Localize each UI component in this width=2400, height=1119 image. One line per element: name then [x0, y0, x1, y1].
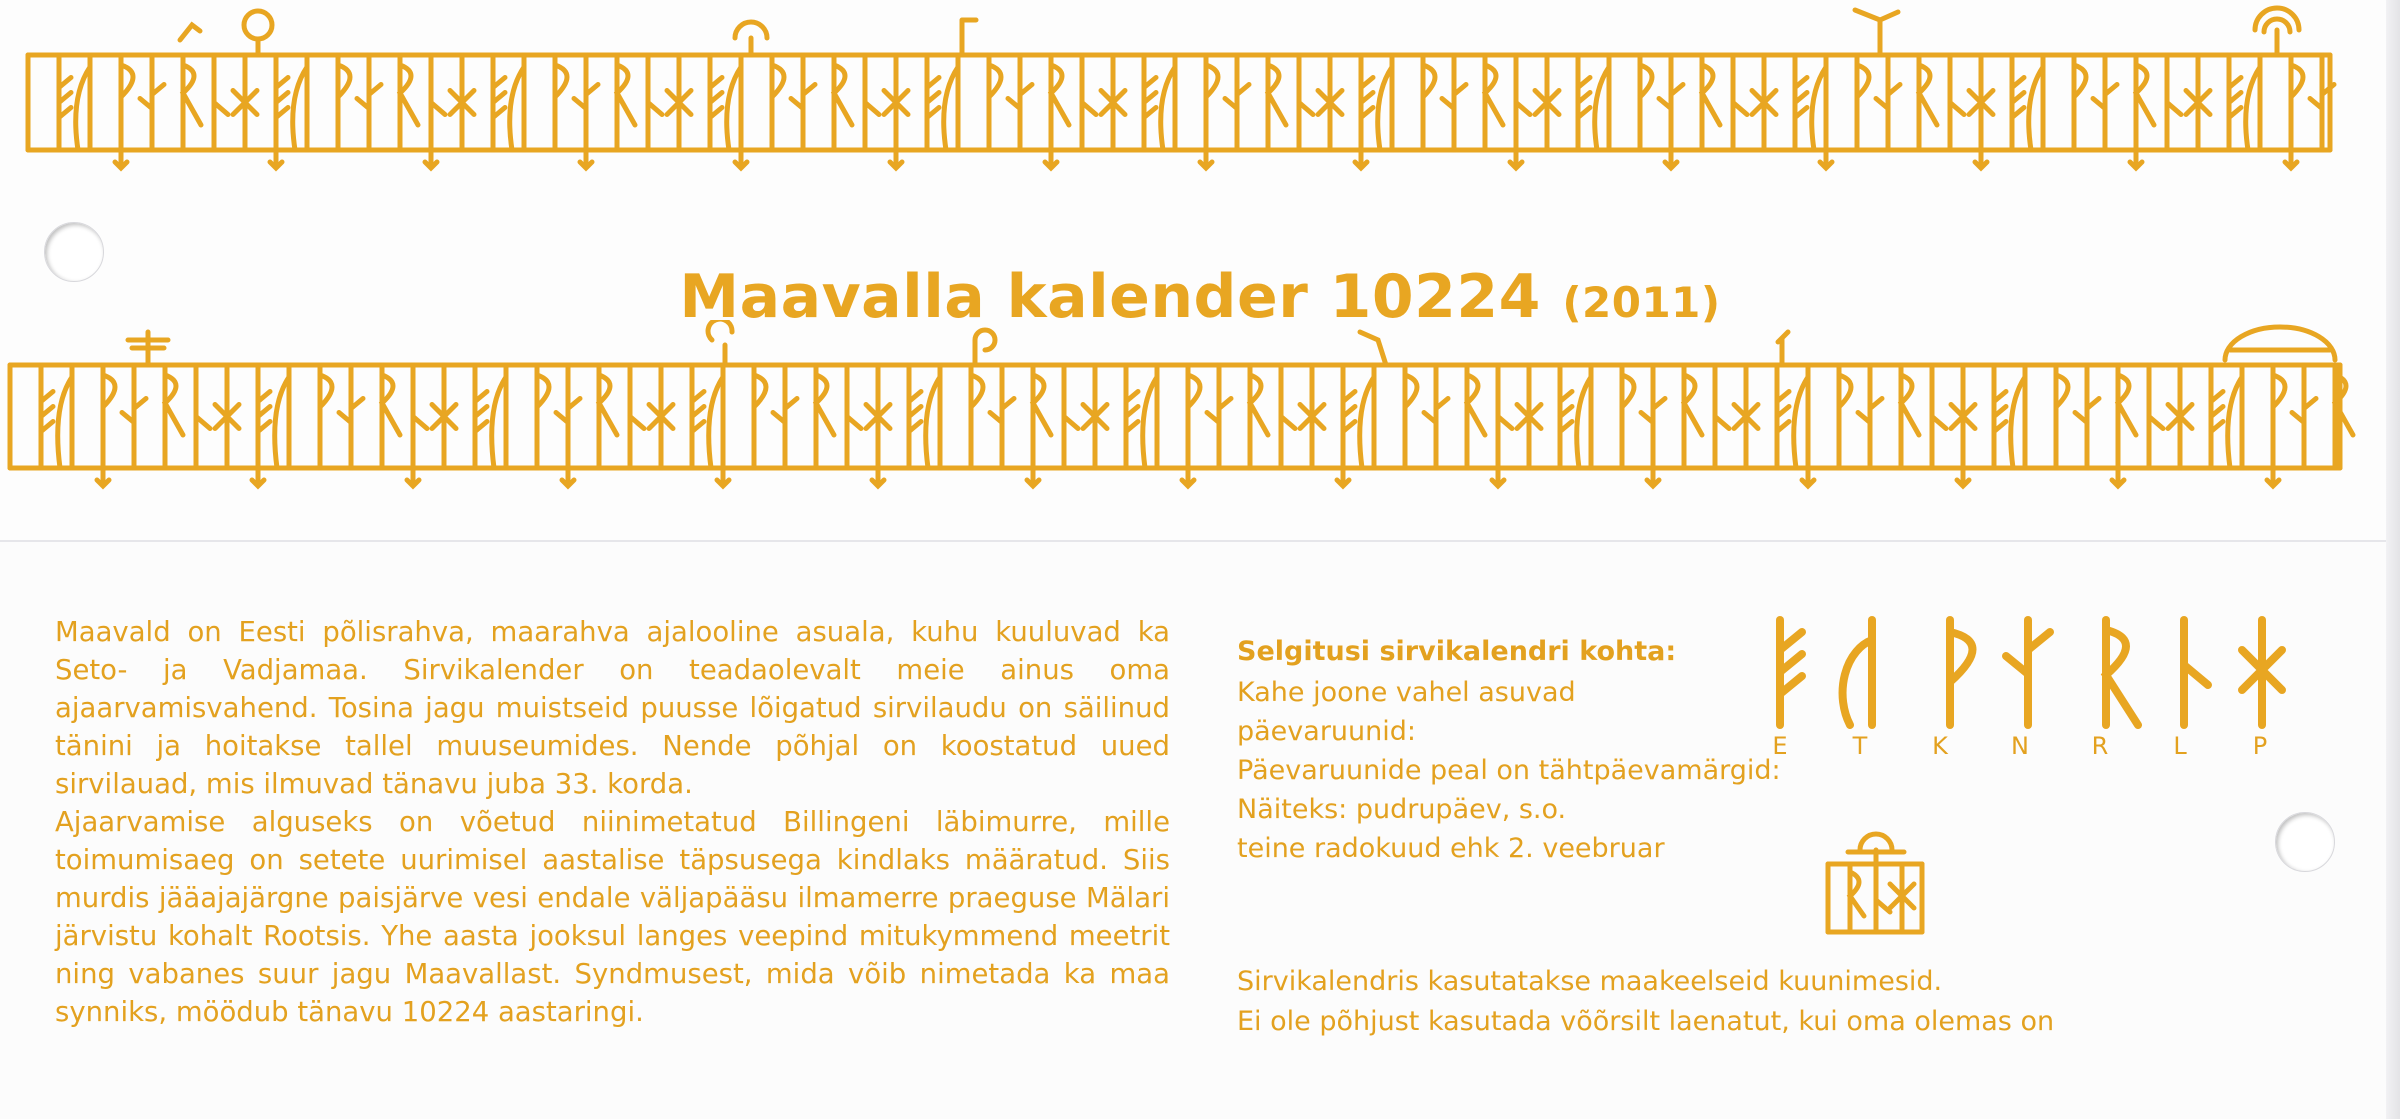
- rune-letter-k: K: [1932, 732, 1948, 760]
- legend-line-4: Näiteks: pudrupäev, s.o.: [1237, 794, 1567, 825]
- day-runes-legend: [1760, 610, 2300, 730]
- pudrupaev-example-icon: [1820, 820, 1930, 945]
- legend-line-1: Kahe joone vahel asuvad: [1237, 677, 1576, 708]
- intro-paragraph-1: Maavald on Eesti põlisrahva, maarahva ajalooline asuala, kuhu kuuluvad ka Seto- ja Vadjamaa. Sirvikalender on teadaolevalt meie ainus oma ajaarvamisvahend. Tosina jagu muistseid puusse lõigatud sirvilaudu on säilinud tänini ja hoitakse tallel muuseumides. Nende põhjal on koostatud uued sirvilauad, mis ilmuvad tänavu juba 33. korda.: [55, 616, 1170, 800]
- rune-strip-bottom: [0, 320, 2360, 520]
- intro-text: [55, 613, 1170, 1031]
- rune-letter-e: E: [1772, 732, 1788, 760]
- rune-letter-p: P: [2252, 732, 2268, 760]
- title-year: (2011): [1562, 278, 1721, 328]
- legend-line-2: päevaruunid:: [1237, 716, 1416, 747]
- rune-letter-t: T: [1852, 732, 1868, 760]
- holiday-marks-bottom: [128, 320, 2335, 365]
- legend-line-3: Päevaruunide peal on tähtpäevamärgid:: [1237, 755, 1781, 786]
- rune-letter-row: [1760, 732, 2300, 762]
- legend-heading: Selgitusi sirvikalendri kohta:: [1237, 636, 1677, 667]
- rune-letter-l: L: [2173, 732, 2187, 760]
- legend-line-5: teine radokuud ehk 2. veebruar: [1237, 833, 1665, 864]
- rune-letter-r: R: [2091, 732, 2109, 760]
- footer-line-2: Ei ole põhjust kasutada võõrsilt laenatut, kui oma olemas on: [1237, 1006, 2055, 1037]
- intro-paragraph-2: Ajaarvamise alguseks on võetud niinimetatud Billingeni läbimurre, mille toimumisaeg on setete uurimisel aastalise täpsusega kindlaks määratud. Siis murdis jääajajärgne paisjärve vesi endale väljapääsu ilmamerre praeguse Mälari järvistu kohalt Rootsis. Yhe aasta jooksul langes veepind mitukymmend meetrit ning vabanes suur jagu Maavallast. Syndmusest, mida võib nimetada ka maa synniks, möödub tänavu 10224 aastaringi.: [55, 806, 1170, 1028]
- binding-hole-right: [2275, 812, 2335, 872]
- rune-strip-top: [0, 0, 2360, 190]
- card-edge-shadow: [2386, 0, 2400, 1119]
- title-main: Maavalla kalender 10224: [679, 262, 1541, 333]
- rune-letter-n: N: [2011, 732, 2029, 760]
- holiday-marks-top: [180, 8, 2299, 55]
- footer-line-1: Sirvikalendris kasutatakse maakeelseid kuunimesid.: [1237, 966, 1943, 997]
